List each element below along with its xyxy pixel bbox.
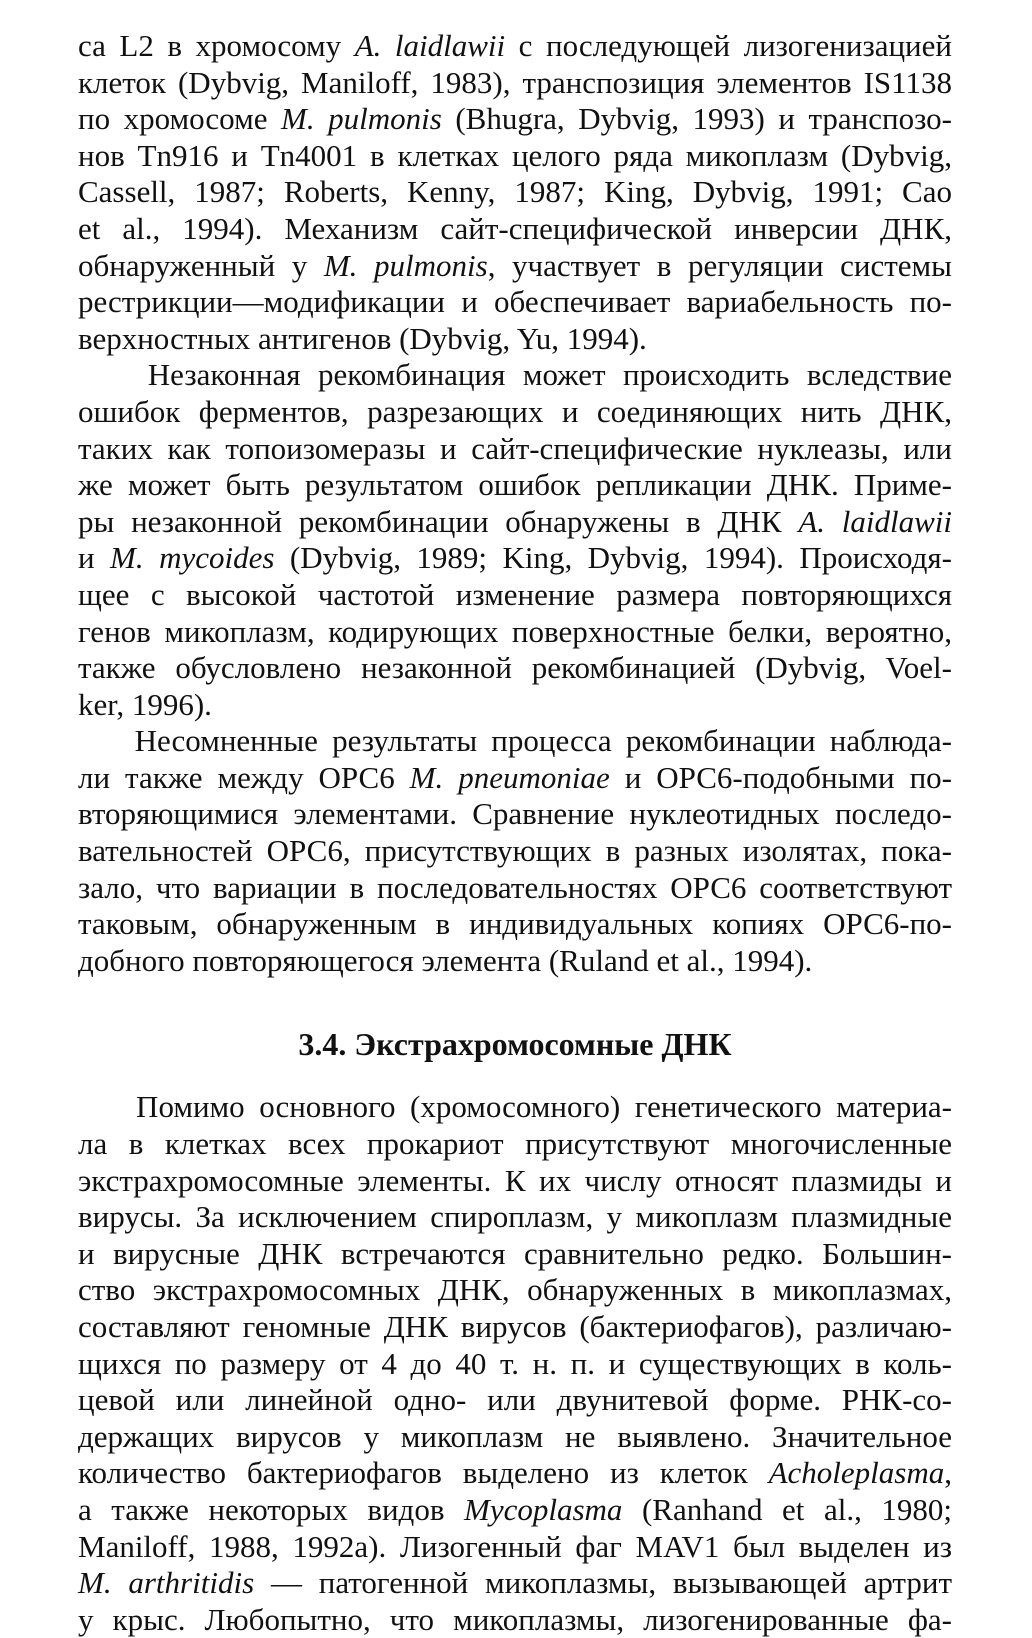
text-line: клеток (Dybvig, Maniloff, 1983), транспозиция элементов IS1138: [78, 64, 952, 100]
text-line: добного повторяющегося элемента (Ruland et al., 1994).: [78, 942, 813, 978]
text-line: верхностных антигенов (Dybvig, Yu, 1994).: [78, 320, 647, 356]
text-line: а также некоторых видов Mycoplasma (Ranhand et al., 1980;: [78, 1491, 952, 1527]
text-line: зало, что вариации в последовательностях ОРС6 соответствуют: [78, 869, 952, 905]
text-line: ошибок ферментов, разрезающих и соединяющих нить ДНК,: [78, 393, 952, 429]
text-line: нов Tn916 и Tn4001 в клетках целого ряда микоплазм (Dybvig,: [78, 137, 952, 173]
text-line: са L2 в хромосому A. laidlawii с последующей лизогенизацией: [78, 28, 952, 63]
text-line: вторяющимися элементами. Сравнение нуклеотидных последо-: [78, 796, 952, 832]
text-line: щее с высокой частотой изменение размера повторяющихся: [78, 576, 952, 612]
text-line: держащих вирусов у микоплазм не выявлено. Значительное: [78, 1418, 952, 1454]
text-line: составляют геномные ДНК вирусов (бактериофагов), различаю-: [78, 1309, 952, 1344]
text-line: же может быть результатом ошибок репликации ДНК. Приме-: [78, 467, 952, 503]
paragraph-2: [78, 357, 952, 723]
text-line: щихся по размеру от 4 до 40 т. н. п. и существующих в коль-: [78, 1345, 952, 1381]
text-line: Cassell, 1987; Roberts, Kenny, 1987; King, Dybvig, 1991; Cao: [78, 174, 952, 210]
text-line: обнаруженный у M. pulmonis, участвует в регуляции системы: [78, 247, 953, 283]
text-line: таковым, обнаруженным в индивидуальных копиях ОРС6-по-: [78, 906, 952, 942]
section-heading: 3.4. Экстрахромосомные ДНК: [298, 1026, 732, 1063]
text-line: вательностей ОРС6, присутствующих в разных изолятах, пока-: [78, 833, 952, 869]
text-line: генов микоплазм, кодирующих поверхностные белки, вероятно,: [78, 613, 952, 649]
text-line: цевой или линейной одно- или двунитевой форме. РНК-со-: [78, 1382, 952, 1418]
text-line: ры незаконной рекомбинации обнаружены в ДНК A. laidlawii: [78, 503, 952, 539]
text-line: et al., 1994). Механизм сайт-специфической инверсии ДНК,: [78, 210, 952, 246]
text-line: M. arthritidis — патогенной микоплазмы, вызывающей артрит: [78, 1565, 952, 1601]
text-line: ла в клетках всех прокариот присутствуют многочисленные: [78, 1126, 952, 1162]
text-line: и вирусные ДНК встречаются сравнительно редко. Большин-: [78, 1235, 952, 1271]
paragraph-3: [78, 723, 952, 979]
text-line: по хромосоме M. pulmonis (Bhugra, Dybvig, 1993) и транспозо-: [78, 101, 953, 137]
text-line: Незаконная рекомбинация может происходить вследствие: [78, 357, 952, 393]
text-line: вирусы. За исключением спироплазм, у микоплазм плазмидные: [78, 1199, 952, 1235]
text-line: экстрахромосомные элементы. К их числу относят плазмиды и: [78, 1162, 952, 1198]
text-line: рестрикции—модификации и обеспечивает вариабельность по-: [78, 284, 952, 320]
text-line: ker, 1996).: [78, 686, 212, 722]
text-line: ли также между ОРС6 M. pneumoniae и ОРС6-подобными по-: [78, 759, 952, 795]
text-line: таких как топоизомеразы и сайт-специфические нуклеазы, или: [78, 430, 952, 466]
text-line: ство экстрахромосомных ДНК, обнаруженных в микоплазмах,: [78, 1272, 952, 1308]
text-line: Несомненные результаты процесса рекомбинации наблюда-: [78, 723, 952, 759]
text-line: количество бактериофагов выделено из клеток Acholeplasma,: [78, 1455, 952, 1491]
text-line: Maniloff, 1988, 1992a). Лизогенный фаг MAV1 был выделен из: [78, 1528, 952, 1564]
text-line: и M. mycoides (Dybvig, 1989; King, Dybvig, 1994). Происходя-: [78, 540, 952, 576]
text-line: у крыс. Любопытно, что микоплазмы, лизогенированные фа-: [78, 1601, 952, 1637]
text-line: также обусловлено незаконной рекомбинацией (Dybvig, Voel-: [78, 650, 952, 686]
text-line: Помимо основного (хромосомного) генетического материа-: [78, 1089, 952, 1125]
paragraph-4: [78, 1089, 952, 1638]
paragraph-1: [78, 28, 952, 357]
